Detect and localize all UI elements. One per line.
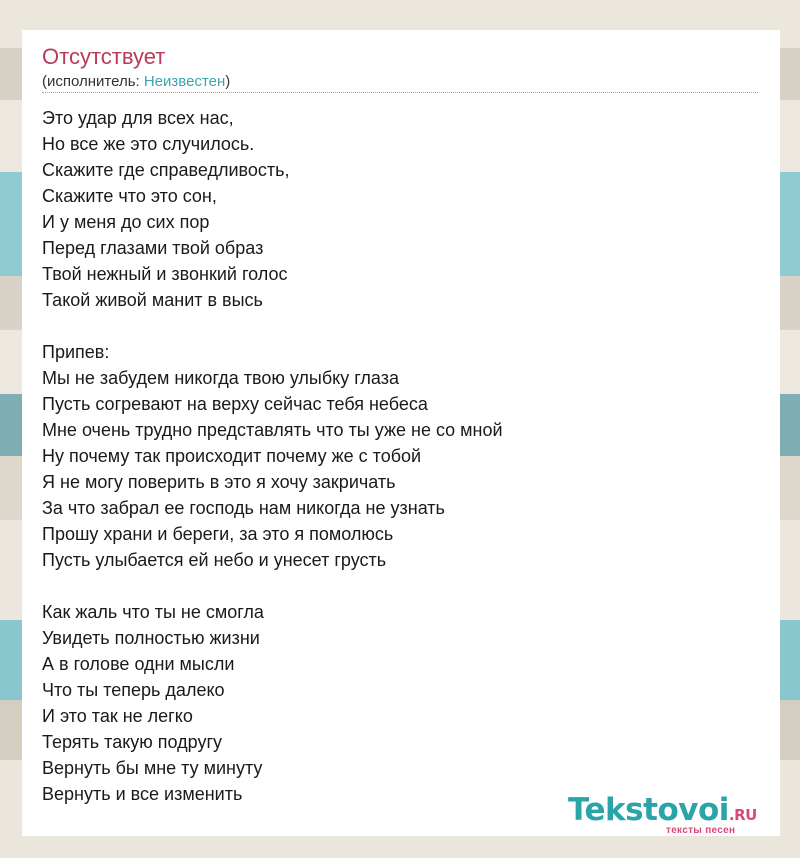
lyric-line: Прошу храни и береги, за это я помолюсь (42, 524, 394, 544)
artist-suffix: ) (225, 73, 231, 90)
lyrics-text (42, 105, 742, 807)
lyric-line: Терять такую подругу (42, 732, 223, 752)
lyric-line: Скажите что это сон, (42, 186, 217, 206)
lyric-line: Твой нежный и звонкий голос (42, 264, 288, 284)
lyric-line: Мы не забудем никогда твою улыбку глаза (42, 368, 400, 388)
artist-line (42, 73, 230, 91)
lyric-line: И у меня до сих пор (42, 212, 210, 232)
lyric-line: Но все же это случилось. (42, 134, 255, 154)
lyric-line: Пусть улыбается ей небо и унесет грусть (42, 550, 387, 570)
lyric-line: Как жаль что ты не смогла (42, 602, 264, 622)
lyric-line: Вернуть и все изменить (42, 784, 243, 804)
lyric-line: И это так не легко (42, 706, 193, 726)
lyrics-card (22, 30, 780, 836)
lyric-line: Вернуть бы мне ту минуту (42, 758, 263, 778)
lyric-line: Перед глазами твой образ (42, 238, 264, 258)
artist-link[interactable]: Неизвестен (143, 73, 226, 90)
dotted-divider (42, 92, 758, 93)
stanza-break (42, 313, 742, 339)
lyric-line: Ну почему так происходит почему же с тобой (42, 446, 422, 466)
lyric-line: Мне очень трудно представлять что ты уже не со мной (42, 420, 503, 440)
lyric-line: Такой живой манит в высь (42, 290, 263, 310)
song-title: Отсутствует (42, 44, 166, 69)
logo-tagline: тексты песен (666, 825, 736, 836)
lyric-line: Скажите где справедливость, (42, 160, 290, 180)
lyric-line: А в голове одни мысли (42, 654, 235, 674)
lyric-line: Что ты теперь далеко (42, 680, 225, 700)
stanza-break (42, 573, 742, 599)
artist-prefix: (исполнитель: (42, 73, 144, 90)
lyric-line: Это удар для всех нас, (42, 108, 234, 128)
logo-domain: .RU (728, 806, 757, 824)
lyric-line: Увидеть полностью жизни (42, 628, 260, 648)
lyric-line: Пусть согревают на верху сейчас тебя небеса (42, 394, 428, 414)
lyric-line: За что забрал ее господь нам никогда не узнать (42, 498, 445, 518)
logo-main-text: Tekstovoi (568, 792, 729, 828)
lyric-line: Припев: (42, 342, 110, 362)
lyric-line: Я не могу поверить в это я хочу закричать (42, 472, 396, 492)
tekstovoi-logo[interactable] (568, 792, 778, 842)
